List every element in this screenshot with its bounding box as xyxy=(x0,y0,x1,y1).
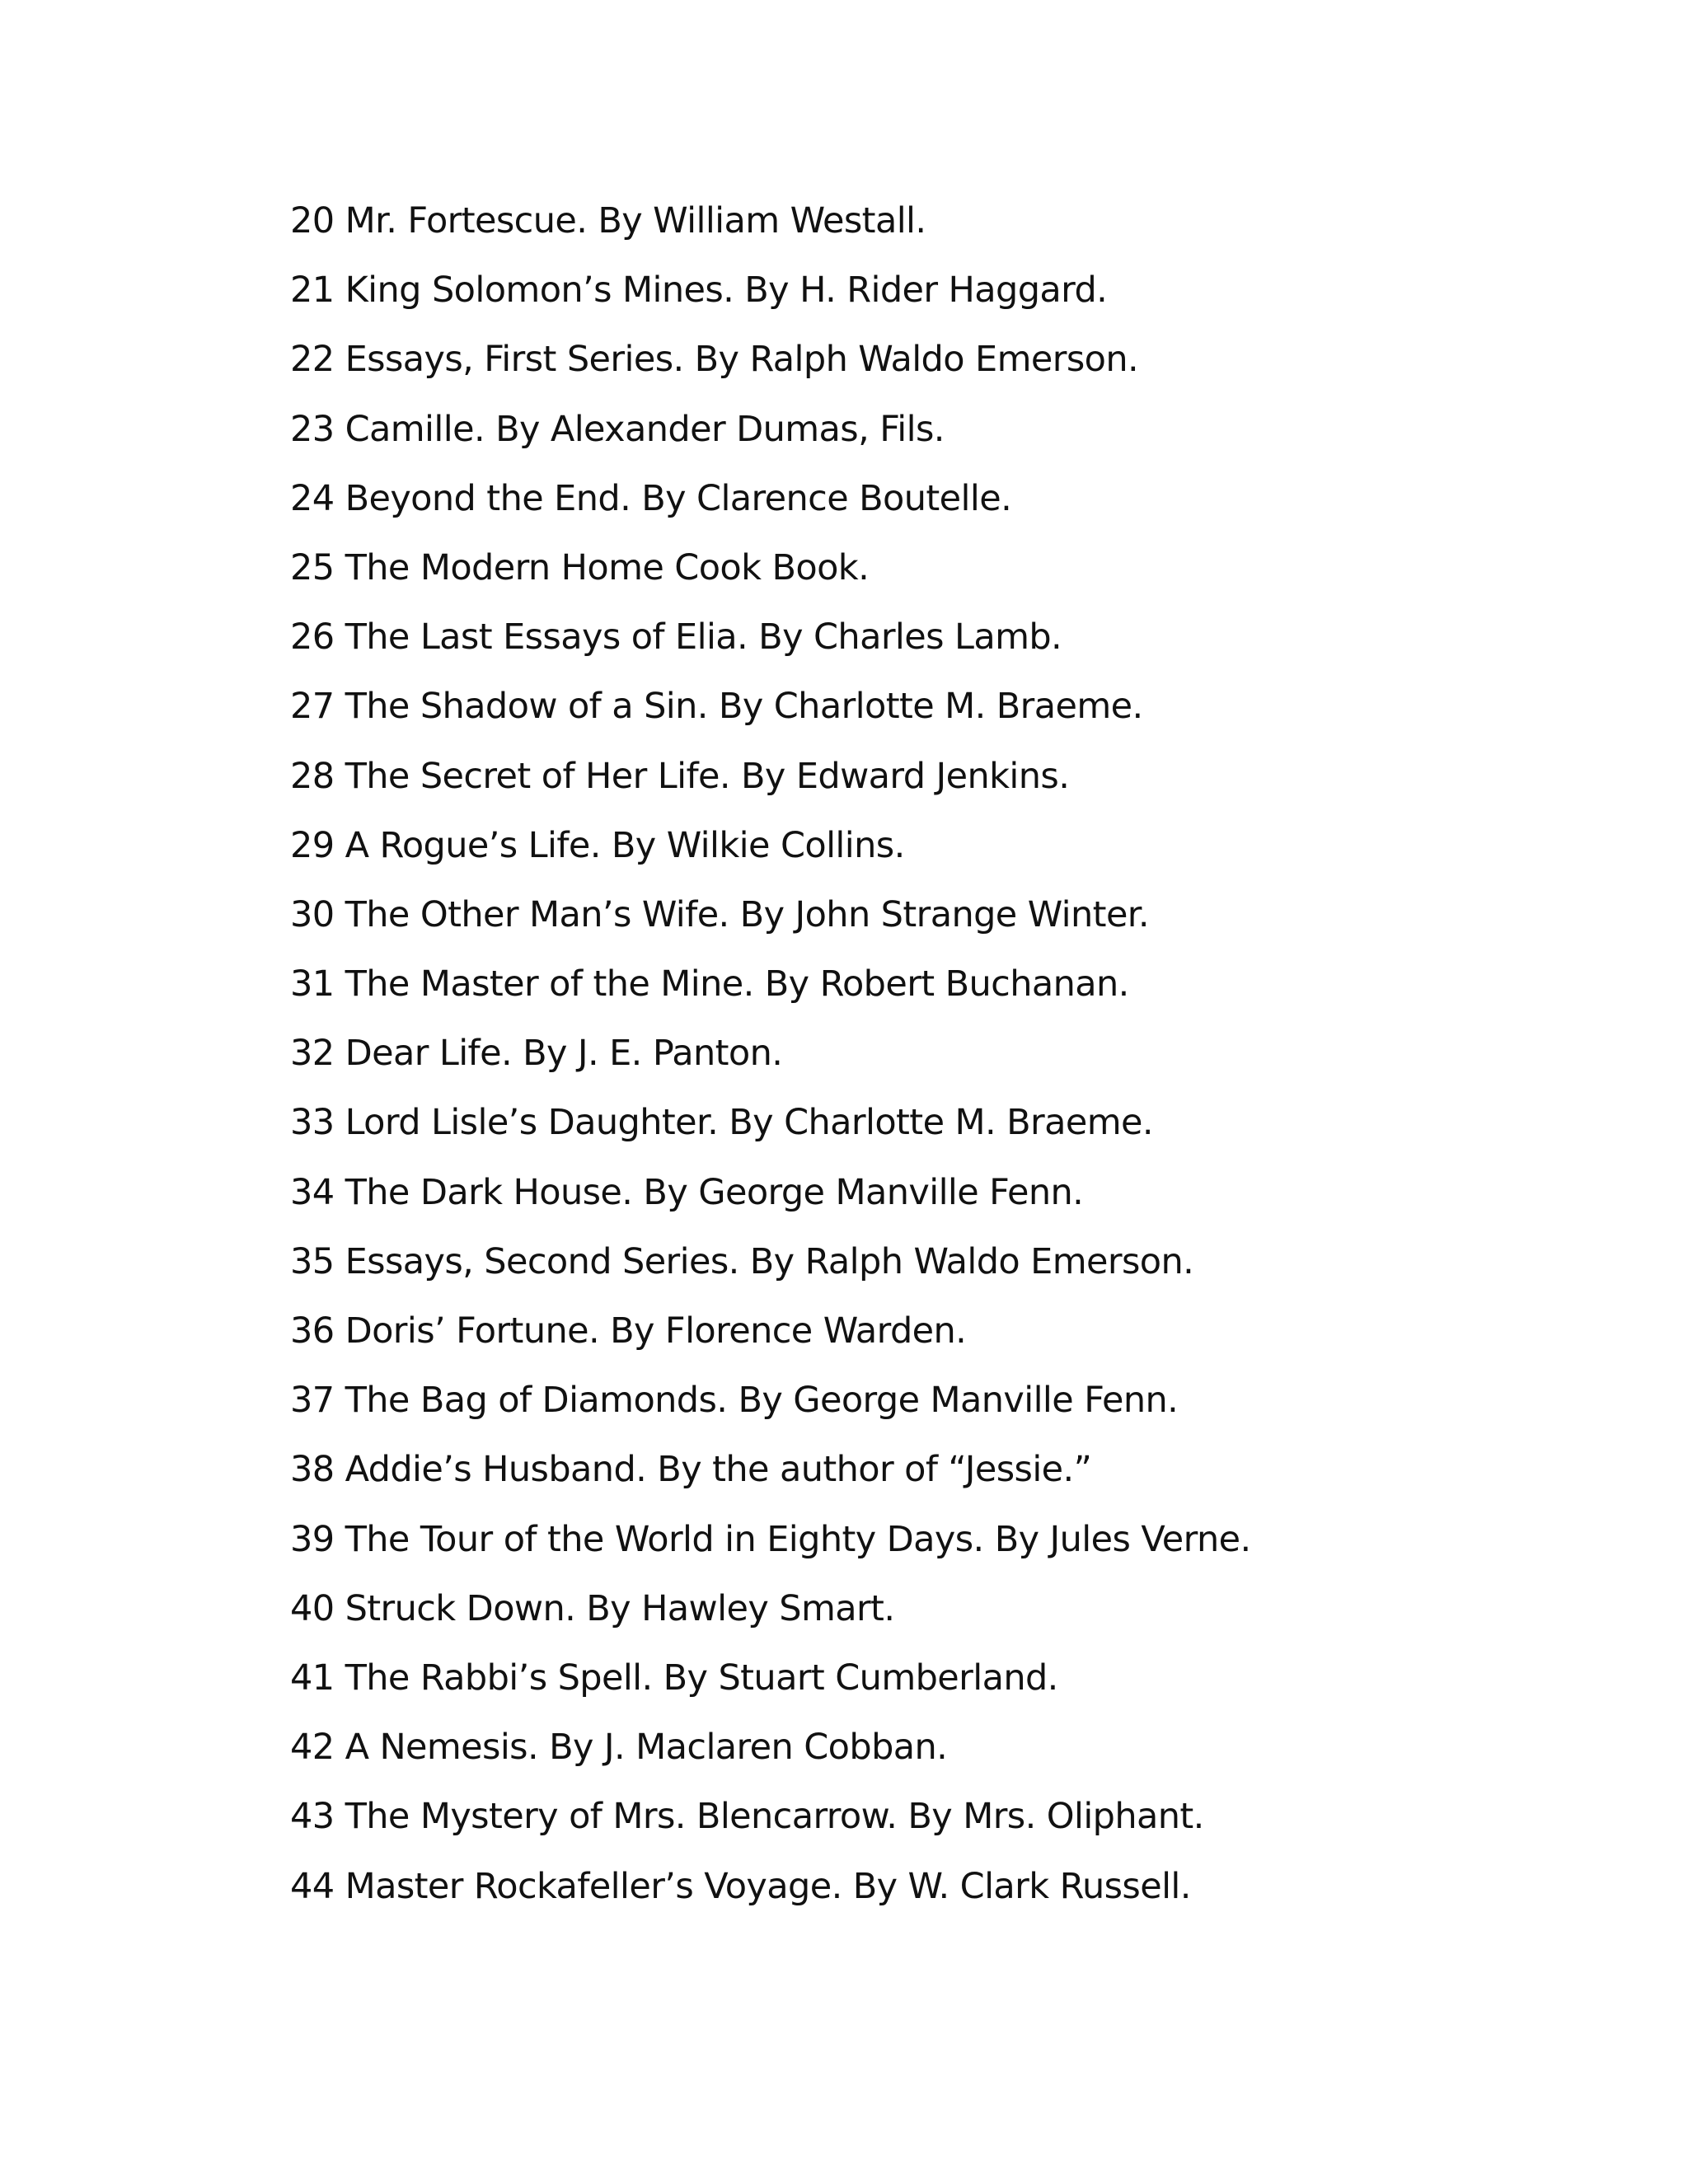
book-entry-37: 37 The Bag of Diamonds. By George Manville Fenn. xyxy=(290,1380,1179,1422)
book-entry-31: 31 The Master of the Mine. By Robert Buchanan. xyxy=(290,963,1129,1005)
book-entry-26: 26 The Last Essays of Elia. By Charles Lamb. xyxy=(290,616,1062,658)
book-entry-27: 27 The Shadow of a Sin. By Charlotte M. Braeme. xyxy=(290,686,1143,728)
book-entry-33: 33 Lord Lisle’s Daughter. By Charlotte M. Braeme. xyxy=(290,1102,1153,1144)
book-entry-39: 39 The Tour of the World in Eighty Days. By Jules Verne. xyxy=(290,1518,1251,1560)
book-entry-24: 24 Beyond the End. By Clarence Boutelle. xyxy=(290,477,1012,519)
book-entry-41: 41 The Rabbi’s Spell. By Stuart Cumberland. xyxy=(290,1657,1058,1699)
book-entry-38: 38 Addie’s Husband. By the author of “Jessie.” xyxy=(290,1449,1092,1491)
book-entry-42: 42 A Nemesis. By J. Maclaren Cobban. xyxy=(290,1727,948,1769)
book-entry-43: 43 The Mystery of Mrs. Blencarrow. By Mrs. Oliphant. xyxy=(290,1796,1204,1838)
book-entry-34: 34 The Dark House. By George Manville Fenn. xyxy=(290,1171,1084,1213)
book-entry-28: 28 The Secret of Her Life. By Edward Jenkins. xyxy=(290,755,1070,797)
book-entry-21: 21 King Solomon’s Mines. By H. Rider Haggard. xyxy=(290,269,1108,312)
book-entry-22: 22 Essays, First Series. By Ralph Waldo Emerson. xyxy=(290,339,1139,381)
book-entry-44: 44 Master Rockafeller’s Voyage. By W. Clark Russell. xyxy=(290,1865,1191,1907)
book-entry-30: 30 The Other Man’s Wife. By John Strange Winter. xyxy=(290,893,1150,935)
book-list xyxy=(290,192,1251,1927)
book-entry-23: 23 Camille. By Alexander Dumas, Fils. xyxy=(290,408,945,450)
book-entry-20: 20 Mr. Fortescue. By William Westall. xyxy=(290,200,926,241)
book-entry-25: 25 The Modern Home Cook Book. xyxy=(290,546,870,588)
book-entry-36: 36 Doris’ Fortune. By Florence Warden. xyxy=(290,1310,967,1352)
book-entry-32: 32 Dear Life. By J. E. Panton. xyxy=(290,1033,783,1075)
book-entry-40: 40 Struck Down. By Hawley Smart. xyxy=(290,1587,895,1629)
book-entry-35: 35 Essays, Second Series. By Ralph Waldo Emerson. xyxy=(290,1240,1194,1282)
book-entry-29: 29 A Rogue’s Life. By Wilkie Collins. xyxy=(290,824,905,866)
